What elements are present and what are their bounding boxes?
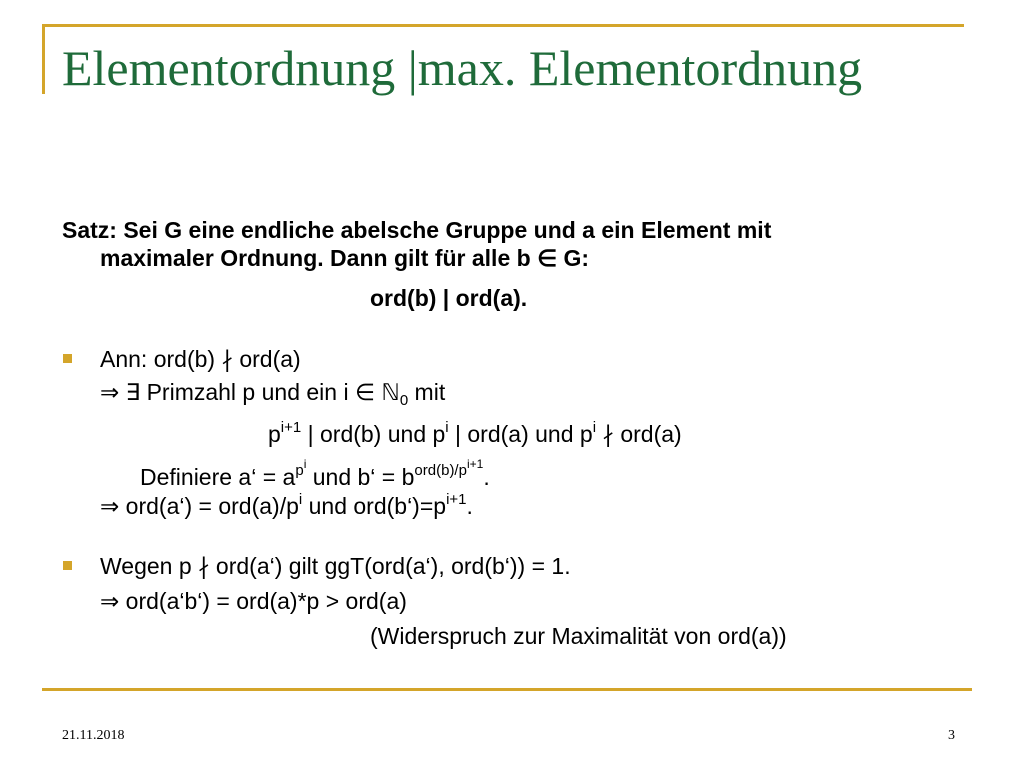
proof-step-2-p: p bbox=[268, 421, 281, 447]
bullet-icon bbox=[63, 354, 72, 363]
proof-conclusion: (Widerspruch zur Maximalität von ord(a)) bbox=[370, 623, 787, 649]
proof-step-1-suffix: mit bbox=[408, 379, 446, 405]
top-border-line bbox=[42, 24, 964, 27]
proof-step-3-text-2: und b‘ = b bbox=[306, 464, 415, 490]
proof-wegen: Wegen p ∤ ord(a‘) gilt ggT(ord(a‘), ord(b‘)) = 1. bbox=[100, 553, 571, 579]
theorem-line-1: Satz: Sei G eine endliche abelsche Gruppe und a ein Element mit bbox=[62, 217, 772, 243]
proof-step-2 bbox=[268, 414, 682, 448]
proof-step-5: ⇒ ord(a‘b‘) = ord(a)*p > ord(a) bbox=[100, 588, 407, 614]
slide-title: Elementordnung |max. Elementordnung bbox=[62, 40, 863, 96]
proof-step-2-sup-3: i bbox=[592, 419, 597, 436]
proof-step-2-sup-2: i bbox=[445, 419, 449, 436]
proof-step-4 bbox=[100, 486, 473, 520]
footer-date: 21.11.2018 bbox=[62, 728, 125, 743]
proof-step-4-text-1: ⇒ ord(a‘) = ord(a)/p bbox=[100, 493, 299, 519]
proof-step-3-sup-2 bbox=[414, 457, 484, 479]
proof-step-4-text-3: . bbox=[466, 493, 473, 519]
theorem-line-3: ord(b) | ord(a). bbox=[370, 285, 528, 311]
proof-step-3-sup-1-base: p bbox=[295, 462, 304, 479]
proof-step-1-text: ⇒ ∃ Primzahl p und ein i ∈ ℕ bbox=[100, 379, 400, 405]
proof-step-4-sup-2: i+1 bbox=[446, 491, 467, 508]
footer-divider bbox=[42, 688, 972, 691]
proof-step-3 bbox=[140, 450, 490, 491]
page-number: 3 bbox=[948, 728, 955, 743]
theorem-line-2: maximaler Ordnung. Dann gilt für alle b ∈ G: bbox=[100, 245, 590, 271]
proof-step-3-text-3: . bbox=[483, 464, 490, 490]
proof-step-2-text-1: | ord(b) und p bbox=[301, 421, 446, 447]
proof-step-2-text-3: ∤ ord(a) bbox=[596, 421, 682, 447]
proof-step-4-text-2: und ord(b‘)=p bbox=[302, 493, 447, 519]
proof-step-2-sup-1: i+1 bbox=[280, 419, 302, 436]
proof-step-4-sup-1: i bbox=[298, 491, 303, 508]
proof-step-1 bbox=[100, 378, 445, 415]
left-border-line bbox=[42, 24, 45, 94]
proof-step-3-sup-1 bbox=[295, 457, 307, 479]
bullet-icon bbox=[63, 561, 72, 570]
proof-step-1-subscript: 0 bbox=[399, 392, 409, 409]
proof-assumption: Ann: ord(b) ∤ ord(a) bbox=[100, 346, 301, 372]
proof-step-3-sup-1-exp: i bbox=[303, 457, 307, 471]
proof-step-3-sup-2-base: ord(b)/p bbox=[414, 462, 467, 479]
proof-step-3-text-1: Definiere a‘ = a bbox=[140, 464, 296, 490]
proof-step-3-sup-2-exp: i+1 bbox=[466, 457, 484, 471]
proof-step-2-text-2: | ord(a) und p bbox=[448, 421, 593, 447]
